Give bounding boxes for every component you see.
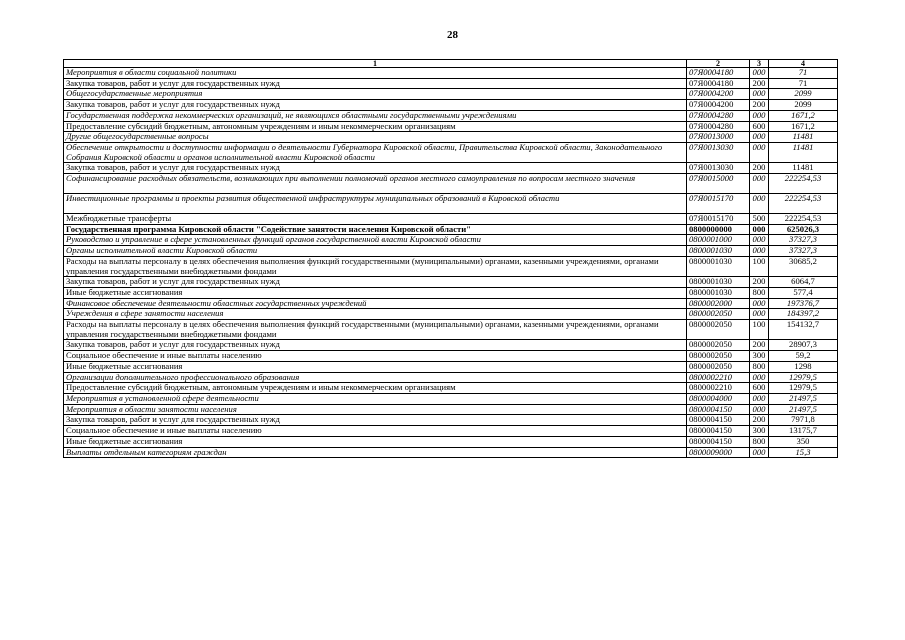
table-row	[64, 224, 838, 235]
row-name-cell: Мероприятия в области занятости населения	[64, 404, 687, 415]
row-type-cell: 000	[750, 235, 769, 246]
row-sum-cell: 21497,5	[769, 404, 838, 415]
row-sum-cell: 154132,7	[769, 320, 838, 340]
row-code-cell: 07Я0004280	[687, 110, 750, 121]
row-name-cell: Государственная поддержка некоммерческих организаций, не являющихся областными государственными учреждениями	[64, 110, 687, 121]
table-row	[64, 426, 838, 437]
row-name-cell: Руководство и управление в сфере установленных функций органов государственной власти Кировской области	[64, 235, 687, 246]
row-code-cell: 07Я0013030	[687, 142, 750, 162]
page-number: 28	[447, 29, 458, 41]
row-code-cell: 0800002210	[687, 383, 750, 394]
row-sum-cell: 222254,53	[769, 214, 838, 225]
row-type-cell: 200	[750, 415, 769, 426]
table-row	[64, 404, 838, 415]
row-code-cell: 07Я0004280	[687, 121, 750, 132]
row-name-cell: Социальное обеспечение и иные выплаты населению	[64, 351, 687, 362]
table-row	[64, 436, 838, 447]
row-name-cell: Выплаты отдельным категориям граждан	[64, 447, 687, 458]
table-row	[64, 447, 838, 458]
row-name-cell: Закупка товаров, работ и услуг для государственных нужд	[64, 277, 687, 288]
row-sum-cell: 2099	[769, 89, 838, 100]
row-type-cell: 000	[750, 393, 769, 404]
row-sum-cell: 222254,53	[769, 174, 838, 194]
table-row	[64, 287, 838, 298]
row-code-cell: 0800002050	[687, 351, 750, 362]
row-type-cell: 000	[750, 89, 769, 100]
row-type-cell: 800	[750, 361, 769, 372]
row-name-cell: Государственная программа Кировской области "Содействие занятости населения Кировской области"	[64, 224, 687, 235]
table-row	[64, 89, 838, 100]
row-sum-cell: 184397,2	[769, 309, 838, 320]
row-sum-cell: 7971,8	[769, 415, 838, 426]
row-sum-cell: 11481	[769, 142, 838, 162]
row-name-cell: Иные бюджетные ассигнования	[64, 287, 687, 298]
row-name-cell: Закупка товаров, работ и услуг для государственных нужд	[64, 100, 687, 111]
row-name-cell: Социальное обеспечение и иные выплаты населению	[64, 426, 687, 437]
row-sum-cell: 11481	[769, 132, 838, 143]
row-name-cell: Расходы на выплаты персоналу в целях обеспечения выполнения функций государственными (муниципальными) органами, казенными учреждениями, органами управления государственными внебюджетными фондами	[64, 320, 687, 340]
row-sum-cell: 222254,53	[769, 194, 838, 214]
row-sum-cell: 350	[769, 436, 838, 447]
row-code-cell: 0800001000	[687, 235, 750, 246]
table-row	[64, 235, 838, 246]
row-name-cell: Межбюджетные трансферты	[64, 214, 687, 225]
table-row	[64, 393, 838, 404]
row-type-cell: 200	[750, 100, 769, 111]
row-sum-cell: 13175,7	[769, 426, 838, 437]
row-type-cell: 000	[750, 174, 769, 194]
row-type-cell: 600	[750, 121, 769, 132]
row-sum-cell: 21497,5	[769, 393, 838, 404]
row-name-cell: Финансовое обеспечение деятельности областных государственных учреждений	[64, 298, 687, 309]
row-code-cell: 0800000000	[687, 224, 750, 235]
row-name-cell: Софинансирование расходных обязательств, возникающих при выполнении полномочий органов местного самоуправления по вопросам местного значения	[64, 174, 687, 194]
row-type-cell: 300	[750, 351, 769, 362]
row-name-cell: Предоставление субсидий бюджетным, автономным учреждениям и иным некоммерческим организациям	[64, 121, 687, 132]
row-code-cell: 0800002050	[687, 309, 750, 320]
row-name-cell: Расходы на выплаты персоналу в целях обеспечения выполнения функций государственными (муниципальными) органами, казенными учреждениями, органами управления государственными внебюджетными фондами	[64, 256, 687, 276]
row-sum-cell: 2099	[769, 100, 838, 111]
table-row	[64, 78, 838, 89]
row-code-cell: 07Я0015170	[687, 194, 750, 214]
row-type-cell: 000	[750, 298, 769, 309]
row-code-cell: 0800002050	[687, 361, 750, 372]
row-type-cell: 000	[750, 447, 769, 458]
row-name-cell: Закупка товаров, работ и услуг для государственных нужд	[64, 415, 687, 426]
budget-table	[63, 59, 838, 458]
row-code-cell: 0800002210	[687, 372, 750, 383]
table-row	[64, 372, 838, 383]
row-code-cell: 0800001030	[687, 256, 750, 276]
table-row	[64, 340, 838, 351]
row-type-cell: 000	[750, 194, 769, 214]
row-code-cell: 0800009000	[687, 447, 750, 458]
row-code-cell: 07Я0004180	[687, 78, 750, 89]
table-row	[64, 256, 838, 276]
row-type-cell: 800	[750, 436, 769, 447]
row-sum-cell: 15,3	[769, 447, 838, 458]
row-code-cell: 0800001030	[687, 287, 750, 298]
row-sum-cell: 28907,3	[769, 340, 838, 351]
row-code-cell: 07Я0013000	[687, 132, 750, 143]
table-row	[64, 298, 838, 309]
row-sum-cell: 37327,3	[769, 235, 838, 246]
table-row	[64, 309, 838, 320]
row-type-cell: 000	[750, 110, 769, 121]
row-name-cell: Органы исполнительной власти Кировской области	[64, 246, 687, 257]
table-row	[64, 121, 838, 132]
table-row	[64, 214, 838, 225]
row-name-cell: Предоставление субсидий бюджетным, автономным учреждениям и иным некоммерческим организациям	[64, 383, 687, 394]
table-row	[64, 383, 838, 394]
row-type-cell: 000	[750, 224, 769, 235]
row-sum-cell: 11481	[769, 163, 838, 174]
row-sum-cell: 625026,3	[769, 224, 838, 235]
row-type-cell: 100	[750, 320, 769, 340]
row-sum-cell: 6064,7	[769, 277, 838, 288]
row-type-cell: 000	[750, 246, 769, 257]
row-sum-cell: 59,2	[769, 351, 838, 362]
table-row	[64, 277, 838, 288]
row-code-cell: 0800002050	[687, 320, 750, 340]
row-sum-cell: 12979,5	[769, 383, 838, 394]
row-code-cell: 07Я0013030	[687, 163, 750, 174]
row-type-cell: 000	[750, 68, 769, 79]
row-sum-cell: 12979,5	[769, 372, 838, 383]
row-code-cell: 0800002000	[687, 298, 750, 309]
row-type-cell: 800	[750, 287, 769, 298]
row-name-cell: Обеспечение открытости и доступности информации о деятельности Губернатора Кировской области, Правительства Кировской области, Законодательного Собрания Кировской области и органов исполнительной власти Кировской области	[64, 142, 687, 162]
row-type-cell: 100	[750, 256, 769, 276]
row-type-cell: 000	[750, 372, 769, 383]
row-type-cell: 200	[750, 163, 769, 174]
row-name-cell: Другие общегосударственные вопросы	[64, 132, 687, 143]
row-code-cell: 0800001030	[687, 246, 750, 257]
column-header: 2	[687, 60, 750, 68]
row-code-cell: 0800004150	[687, 426, 750, 437]
row-sum-cell: 71	[769, 68, 838, 79]
row-name-cell: Мероприятия в установленной сфере деятельности	[64, 393, 687, 404]
table-row	[64, 110, 838, 121]
row-name-cell: Учреждения в сфере занятости населения	[64, 309, 687, 320]
row-code-cell: 0800004150	[687, 415, 750, 426]
row-type-cell: 000	[750, 132, 769, 143]
row-sum-cell: 1671,2	[769, 110, 838, 121]
table-row	[64, 246, 838, 257]
row-name-cell: Организации дополнительного профессионального образования	[64, 372, 687, 383]
row-code-cell: 0800004150	[687, 404, 750, 415]
row-name-cell: Мероприятия в области социальной политики	[64, 68, 687, 79]
column-header: 1	[64, 60, 687, 68]
row-type-cell: 000	[750, 309, 769, 320]
row-sum-cell: 197376,7	[769, 298, 838, 309]
row-name-cell: Иные бюджетные ассигнования	[64, 361, 687, 372]
table-header-row	[64, 60, 838, 68]
row-name-cell: Закупка товаров, работ и услуг для государственных нужд	[64, 78, 687, 89]
row-code-cell: 0800001030	[687, 277, 750, 288]
row-name-cell: Иные бюджетные ассигнования	[64, 436, 687, 447]
row-sum-cell: 577,4	[769, 287, 838, 298]
row-code-cell: 07Я0004180	[687, 68, 750, 79]
column-header: 4	[769, 60, 838, 68]
row-type-cell: 200	[750, 277, 769, 288]
row-type-cell: 500	[750, 214, 769, 225]
row-code-cell: 0800004000	[687, 393, 750, 404]
table-row	[64, 415, 838, 426]
row-name-cell: Инвестиционные программы и проекты развития общественной инфраструктуры муниципальных образований в Кировской области	[64, 194, 687, 214]
row-type-cell: 200	[750, 78, 769, 89]
table-row	[64, 174, 838, 194]
row-type-cell: 000	[750, 142, 769, 162]
row-type-cell: 600	[750, 383, 769, 394]
row-code-cell: 0800002050	[687, 340, 750, 351]
row-code-cell: 07Я0015170	[687, 214, 750, 225]
row-code-cell: 07Я0004200	[687, 100, 750, 111]
table-row	[64, 361, 838, 372]
row-name-cell: Закупка товаров, работ и услуг для государственных нужд	[64, 163, 687, 174]
row-sum-cell: 37327,3	[769, 246, 838, 257]
table-row	[64, 320, 838, 340]
row-type-cell: 200	[750, 340, 769, 351]
row-sum-cell: 30685,2	[769, 256, 838, 276]
table-row	[64, 68, 838, 79]
row-sum-cell: 1298	[769, 361, 838, 372]
column-header: 3	[750, 60, 769, 68]
row-sum-cell: 1671,2	[769, 121, 838, 132]
row-type-cell: 300	[750, 426, 769, 437]
table-row	[64, 100, 838, 111]
table-row	[64, 351, 838, 362]
row-code-cell: 0800004150	[687, 436, 750, 447]
row-type-cell: 000	[750, 404, 769, 415]
row-name-cell: Закупка товаров, работ и услуг для государственных нужд	[64, 340, 687, 351]
table-row	[64, 132, 838, 143]
table-row	[64, 142, 838, 162]
row-name-cell: Общегосударственные мероприятия	[64, 89, 687, 100]
row-code-cell: 07Я0004200	[687, 89, 750, 100]
row-code-cell: 07Я0015000	[687, 174, 750, 194]
row-sum-cell: 71	[769, 78, 838, 89]
table-row	[64, 194, 838, 214]
table-row	[64, 163, 838, 174]
